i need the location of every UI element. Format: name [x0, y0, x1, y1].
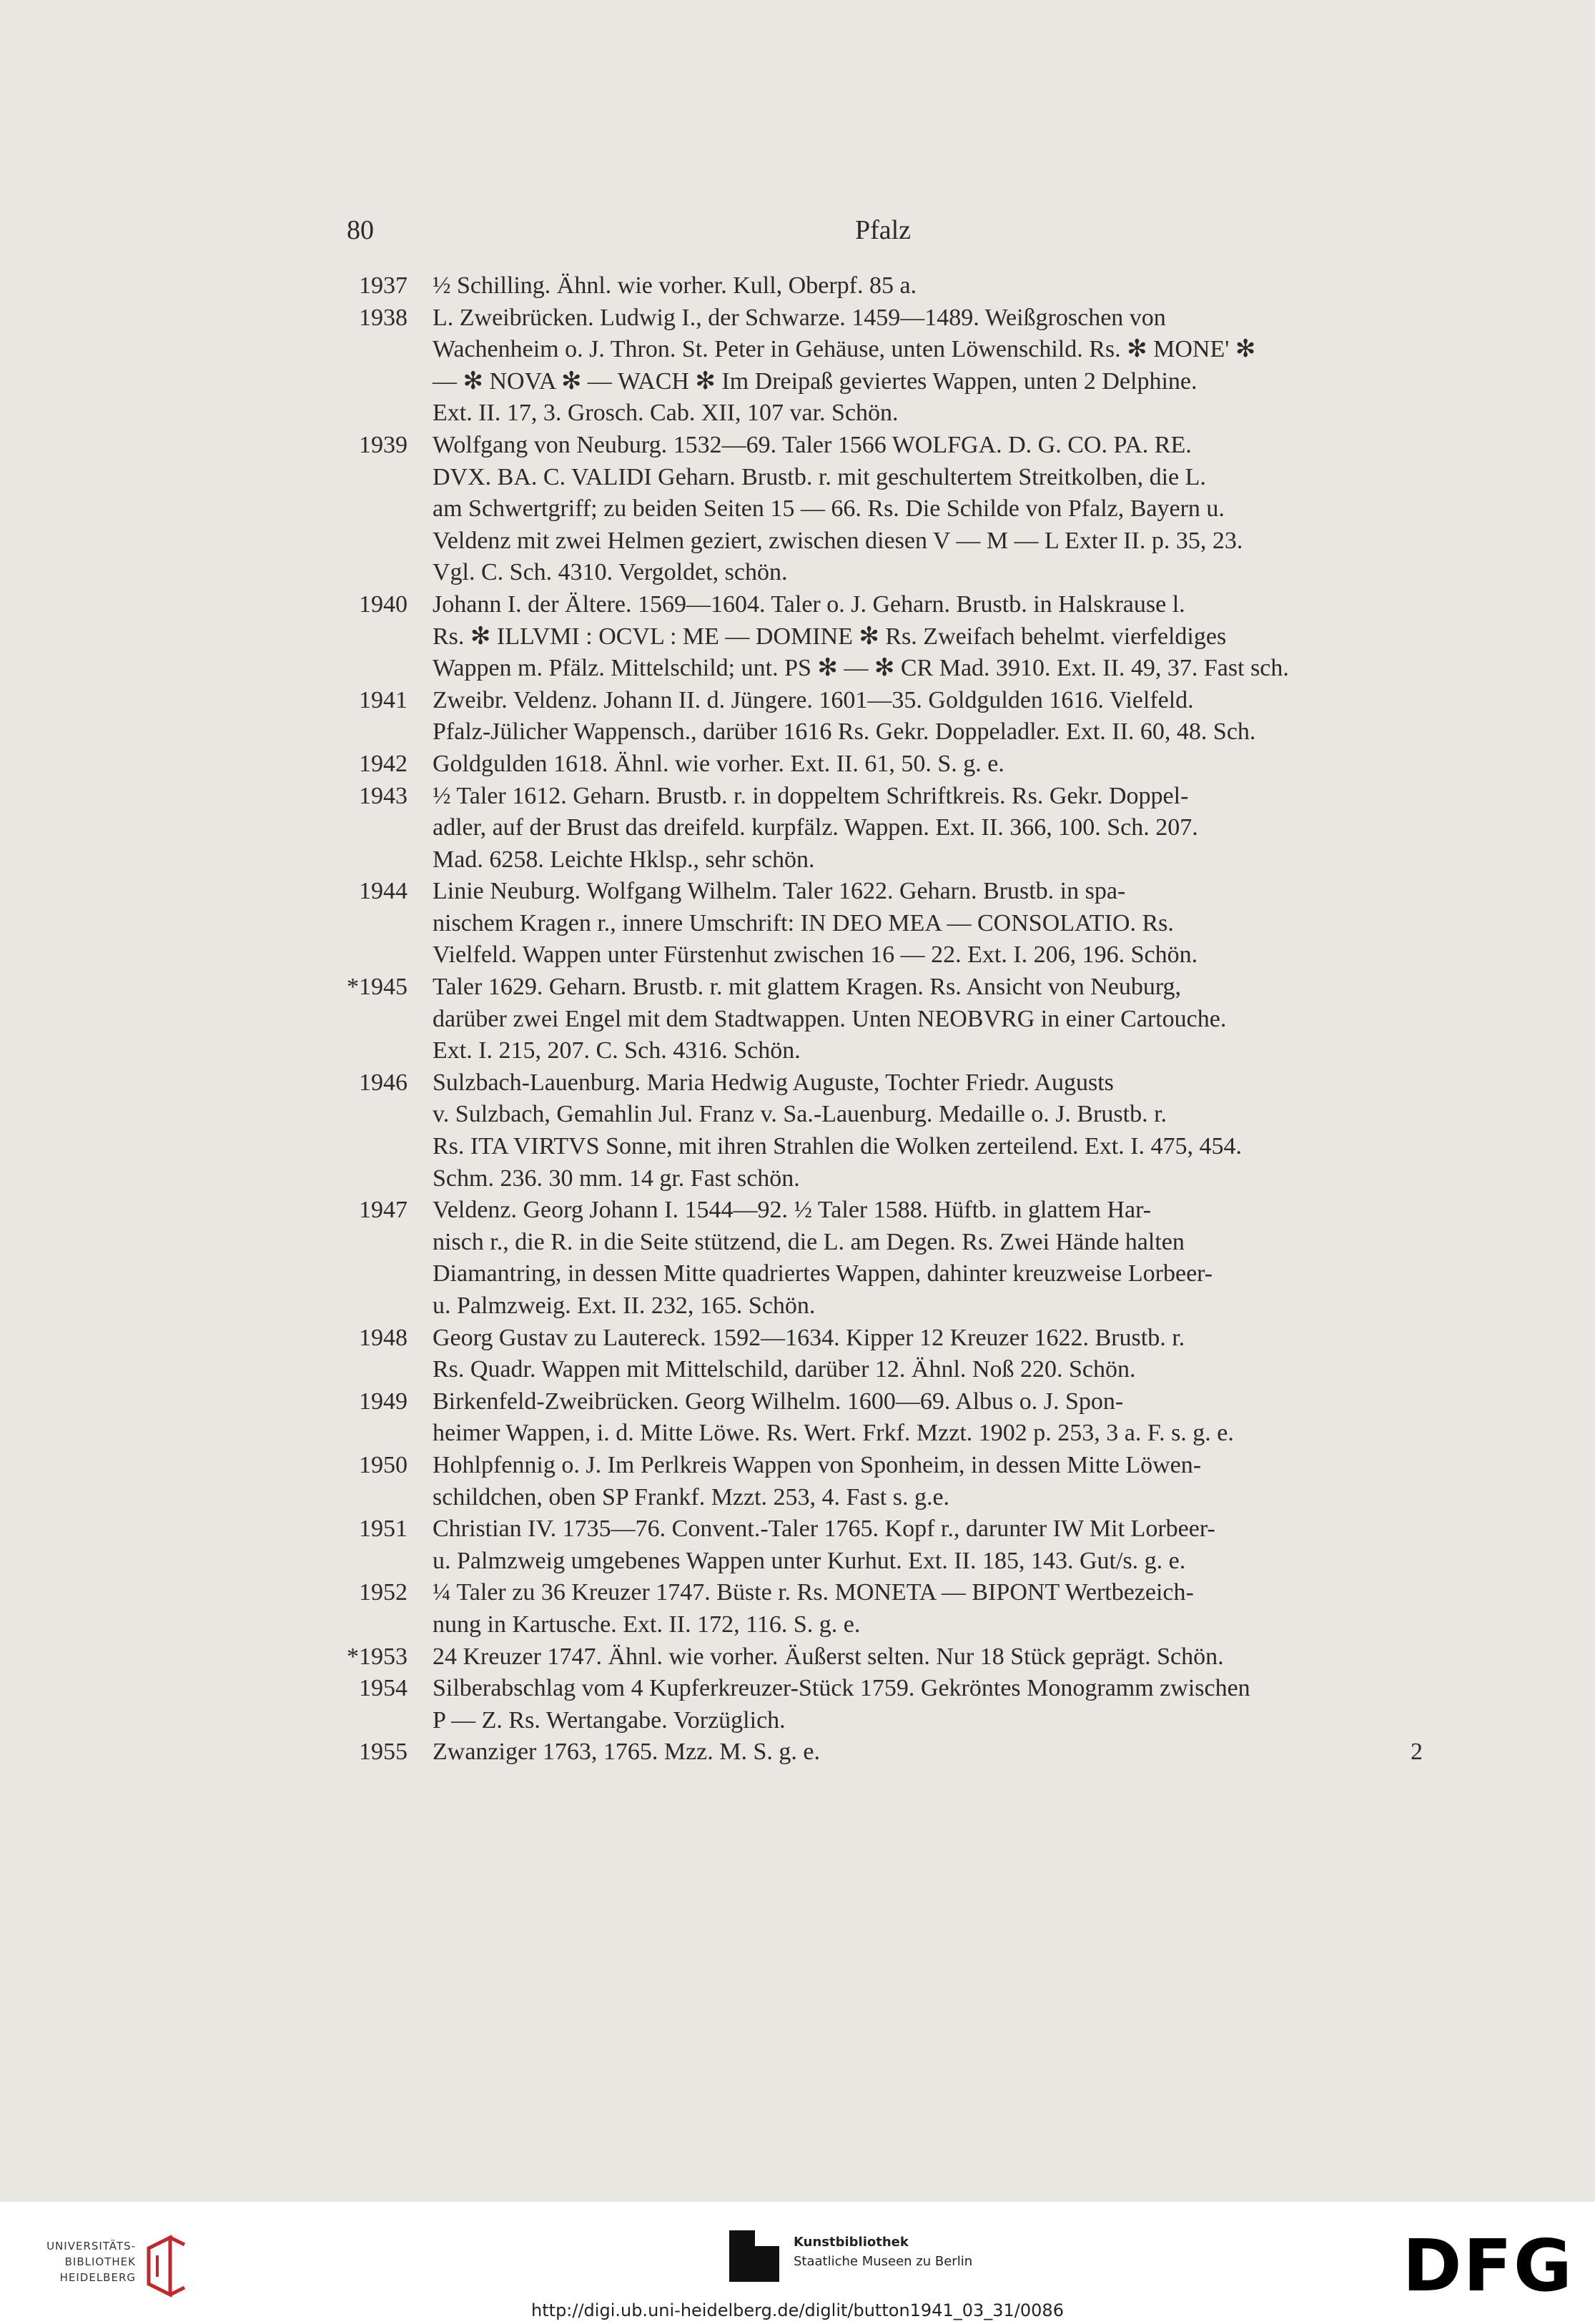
entry-number: 1955	[359, 1739, 408, 1766]
entry-number: 1952	[359, 1579, 408, 1606]
catalogue-entry	[336, 685, 1423, 748]
catalogue-entry	[336, 1513, 1423, 1577]
entry-line: Linie Neuburg. Wolfgang Wilhelm. Taler 1622. Geharn. Brustb. in spa-	[433, 878, 1126, 905]
entry-number: 1942	[359, 750, 408, 777]
entry-text	[433, 971, 1423, 1067]
entry-text	[433, 748, 1423, 781]
catalogue-entry	[336, 1195, 1423, 1322]
entry-number: 1940	[359, 590, 408, 618]
catalogue-entry	[336, 1673, 1423, 1736]
permalink-url[interactable]: http://digi.ub.uni-heidelberg.de/diglit/button1941_03_31/0086	[531, 2300, 1064, 2320]
entry-line: Goldgulden 1618. Ähnl. wie vorher. Ext. II. 61, 50. S. g. e.	[433, 750, 1004, 777]
entry-number: 1939	[359, 431, 408, 458]
kunstbibliothek-subtitle: Staatliche Museen zu Berlin	[794, 2254, 973, 2269]
entry-line: Rs. ✻ ILLVMI : OCVL : ME — DOMINE ✻ Rs. Zweifach behelmt. vierfeldiges	[433, 623, 1227, 650]
entry-text	[433, 1641, 1423, 1673]
catalogue-entry	[336, 1386, 1423, 1450]
entry-line: Christian IV. 1735—76. Convent.-Taler 1765. Kopf r., darunter IW Mit Lorbeer-	[433, 1515, 1215, 1543]
entry-line: adler, auf der Brust das dreifeld. kurpfälz. Wappen. Ext. II. 366, 100. Sch. 207.	[433, 814, 1198, 841]
entry-text	[433, 430, 1423, 589]
entry-count: 2	[1411, 1739, 1423, 1766]
entry-number: 1950	[359, 1451, 408, 1478]
entry-number: 1941	[359, 686, 408, 713]
entry-line: Veldenz. Georg Johann I. 1544—92. ½ Taler 1588. Hüftb. in glattem Har-	[433, 1197, 1152, 1224]
kunstbibliothek-logo[interactable]	[729, 2230, 1001, 2288]
entry-line: Diamantring, in dessen Mitte quadriertes Wappen, dahinter kreuzweise Lorbeer-	[433, 1260, 1213, 1287]
entry-line: Zweibr. Veldenz. Johann II. d. Jüngere. 1601—35. Goldgulden 1616. Vielfeld.	[433, 686, 1194, 713]
entry-line: Mad. 6258. Leichte Hklsp., sehr schön.	[433, 846, 815, 873]
entry-line: P — Z. Rs. Wertangabe. Vorzüglich.	[433, 1706, 786, 1734]
catalogue-entry	[336, 1577, 1423, 1641]
kunstbibliothek-title: Kunstbibliothek	[794, 2235, 909, 2250]
entry-number: 1938	[359, 304, 408, 331]
entry-line: Rs. Quadr. Wappen mit Mittelschild, darüber 12. Ähnl. Noß 220. Schön.	[433, 1356, 1136, 1383]
entry-text	[433, 1195, 1423, 1322]
entry-line: heimer Wappen, i. d. Mitte Löwe. Rs. Wert. Frkf. Mzzt. 1902 p. 253, 3 a. F. s. g. e.	[433, 1420, 1234, 1447]
catalogue-entry	[336, 781, 1423, 876]
entry-line: Silberabschlag vom 4 Kupferkreuzer-Stück 1759. Gekröntes Monogramm zwischen	[433, 1675, 1250, 1702]
catalogue-entry	[336, 430, 1423, 589]
catalogue-entry	[336, 1641, 1423, 1673]
entry-line: ¼ Taler zu 36 Kreuzer 1747. Büste r. Rs. MONETA — BIPONT Wertbezeich-	[433, 1579, 1194, 1606]
page-header	[347, 214, 1419, 257]
entry-line: Rs. ITA VIRTVS Sonne, mit ihren Strahlen die Wolken zerteilend. Ext. I. 475, 454.	[433, 1133, 1242, 1160]
running-title: Pfalz	[854, 215, 912, 245]
entry-line: Ext. I. 215, 207. C. Sch. 4316. Schön.	[433, 1037, 801, 1064]
entry-text	[433, 1673, 1423, 1736]
catalogue-entry	[336, 748, 1423, 781]
entry-line: Vielfeld. Wappen unter Fürstenhut zwischen 16 — 22. Ext. I. 206, 196. Schön.	[433, 941, 1198, 969]
entry-line: Birkenfeld-Zweibrücken. Georg Wilhelm. 1600—69. Albus o. J. Spon-	[433, 1388, 1124, 1415]
entry-line: u. Palmzweig umgebenes Wappen unter Kurhut. Ext. II. 185, 143. Gut/s. g. e.	[433, 1547, 1186, 1574]
entry-line: nung in Kartusche. Ext. II. 172, 116. S. g. e.	[433, 1611, 861, 1638]
catalogue-entries	[336, 270, 1423, 1769]
ub-heidelberg-text: UNIVERSITÄTS- BIBLIOTHEK HEIDELBERG	[46, 2240, 136, 2284]
entry-line: Wachenheim o. J. Thron. St. Peter in Gehäuse, unten Löwenschild. Rs. ✻ MONE' ✻	[433, 336, 1256, 363]
catalogue-entry	[336, 302, 1423, 430]
entry-number: 1946	[359, 1069, 408, 1096]
entry-number: 1949	[359, 1388, 408, 1415]
entry-text	[433, 589, 1423, 685]
entry-number: 1948	[359, 1324, 408, 1351]
entry-text	[433, 302, 1423, 430]
entry-number: 1954	[359, 1675, 408, 1702]
catalogue-entry	[336, 1450, 1423, 1513]
entry-number: 1947	[359, 1197, 408, 1224]
entry-line: nisch r., die R. in die Seite stützend, die L. am Degen. Rs. Zwei Hände halten	[433, 1228, 1185, 1255]
entry-line: Georg Gustav zu Lautereck. 1592—1634. Kipper 12 Kreuzer 1622. Brustb. r.	[433, 1324, 1185, 1351]
ub-heidelberg-logo[interactable]	[43, 2220, 200, 2298]
entry-text	[433, 1513, 1423, 1577]
entry-text	[433, 1736, 1423, 1769]
entry-line: nischem Kragen r., innere Umschrift: IN DEO MEA — CONSOLATIO. Rs.	[433, 909, 1174, 936]
entry-line: L. Zweibrücken. Ludwig I., der Schwarze. 1459—1489. Weißgroschen von	[433, 304, 1166, 331]
entry-number: *1953	[347, 1643, 408, 1670]
entry-line: Schm. 236. 30 mm. 14 gr. Fast schön.	[433, 1165, 800, 1192]
entry-line: Johann I. der Ältere. 1569—1604. Taler o. J. Geharn. Brustb. in Halskrause l.	[433, 590, 1185, 618]
entry-line: u. Palmzweig. Ext. II. 232, 165. Schön.	[433, 1292, 816, 1319]
entry-text	[433, 1577, 1423, 1641]
entry-text	[433, 270, 1423, 302]
entry-line: am Schwertgriff; zu beiden Seiten 15 — 66. Rs. Die Schilde von Pfalz, Bayern u.	[433, 495, 1225, 523]
entry-line: 24 Kreuzer 1747. Ähnl. wie vorher. Äußerst selten. Nur 18 Stück geprägt. Schön.	[433, 1643, 1224, 1670]
catalogue-entry	[336, 589, 1423, 685]
entry-number: 1951	[359, 1515, 408, 1543]
entry-line: Veldenz mit zwei Helmen geziert, zwischen diesen V — M — L Exter II. p. 35, 23.	[433, 527, 1243, 554]
entry-line: Ext. II. 17, 3. Grosch. Cab. XII, 107 var. Schön.	[433, 400, 899, 427]
ub-heidelberg-icon	[142, 2234, 192, 2298]
catalogue-entry	[336, 1067, 1423, 1195]
entry-text	[433, 876, 1423, 971]
catalogue-entry	[336, 1736, 1423, 1769]
entry-number: 1943	[359, 782, 408, 809]
entry-line: — ✻ NOVA ✻ — WACH ✻ Im Dreipaß geviertes Wappen, unten 2 Delphine.	[433, 367, 1198, 395]
entry-line: DVX. BA. C. VALIDI Geharn. Brustb. r. mit geschultertem Streitkolben, die L.	[433, 463, 1206, 490]
entry-text	[433, 1067, 1423, 1195]
entry-text	[433, 1322, 1423, 1386]
catalogue-entry	[336, 876, 1423, 971]
entry-number: 1937	[359, 272, 408, 299]
entry-line: Hohlpfennig o. J. Im Perlkreis Wappen von Sponheim, in dessen Mitte Löwen-	[433, 1451, 1202, 1478]
entry-line: ½ Taler 1612. Geharn. Brustb. r. in doppeltem Schriftkreis. Rs. Gekr. Doppel-	[433, 782, 1189, 809]
entry-line: ½ Schilling. Ähnl. wie vorher. Kull, Oberpf. 85 a.	[433, 272, 917, 299]
entry-line: Wolfgang von Neuburg. 1532—69. Taler 1566 WOLFGA. D. G. CO. PA. RE.	[433, 431, 1192, 458]
entry-line: Pfalz-Jülicher Wappensch., darüber 1616 Rs. Gekr. Doppeladler. Ext. II. 60, 48. Sch.	[433, 718, 1256, 746]
entry-text	[433, 1450, 1423, 1513]
entry-text	[433, 685, 1423, 748]
entry-line: Taler 1629. Geharn. Brustb. r. mit glattem Kragen. Rs. Ansicht von Neuburg,	[433, 974, 1182, 1001]
dfg-logo[interactable]: DFG	[1402, 2224, 1574, 2308]
entry-line: Sulzbach-Lauenburg. Maria Hedwig Auguste, Tochter Friedr. Augusts	[433, 1069, 1114, 1096]
entry-line: Vgl. C. Sch. 4310. Vergoldet, schön.	[433, 559, 788, 586]
viewer-footer	[0, 2202, 1595, 2324]
catalogue-entry	[336, 971, 1423, 1067]
entry-line: darüber zwei Engel mit dem Stadtwappen. Unten NEOBVRG in einer Cartouche.	[433, 1005, 1227, 1032]
entry-text	[433, 1386, 1423, 1450]
entry-number: 1944	[359, 878, 408, 905]
entry-line: schildchen, oben SP Frankf. Mzzt. 253, 4. Fast s. g.e.	[433, 1483, 950, 1510]
catalogue-entry	[336, 1322, 1423, 1386]
entry-line: v. Sulzbach, Gemahlin Jul. Franz v. Sa.-Lauenburg. Medaille o. J. Brustb. r.	[433, 1101, 1167, 1128]
kunstbibliothek-icon	[729, 2230, 779, 2282]
catalogue-entry	[336, 270, 1423, 302]
entry-text	[433, 781, 1423, 876]
page-number: 80	[347, 215, 374, 245]
entry-line: Zwanziger 1763, 1765. Mzz. M. S. g. e.	[433, 1739, 821, 1766]
entry-number: *1945	[347, 974, 408, 1001]
entry-line: Wappen m. Pfälz. Mittelschild; unt. PS ✻ — ✻ CR Mad. 3910. Ext. II. 49, 37. Fast sch.	[433, 655, 1289, 682]
